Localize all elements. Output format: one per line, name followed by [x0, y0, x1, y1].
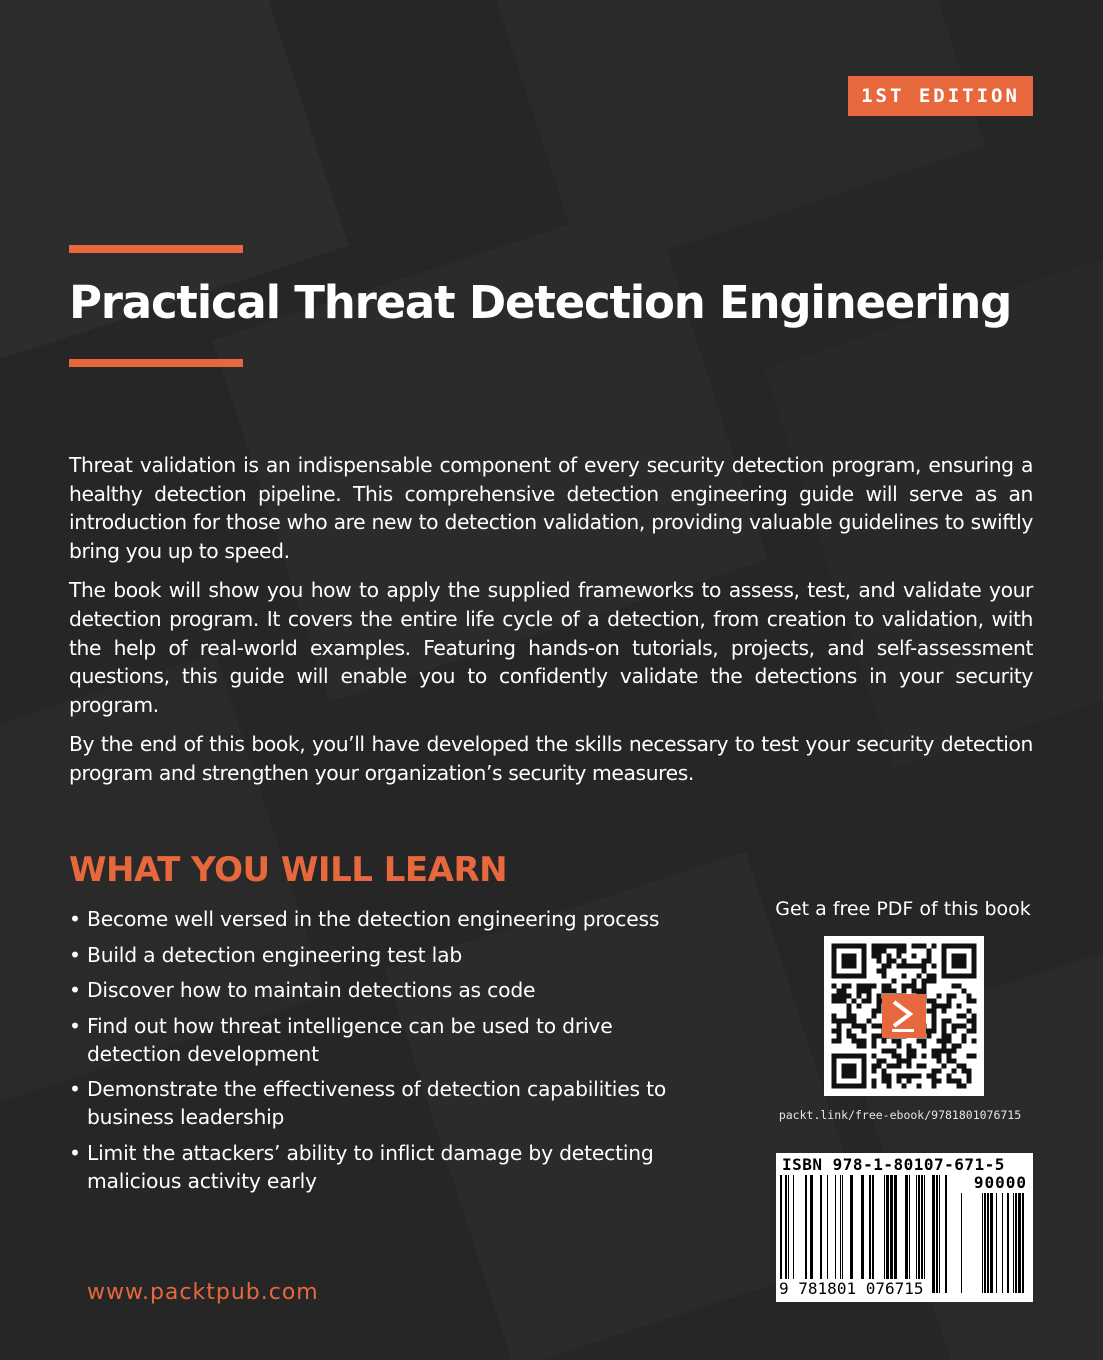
bullet-icon: • [69, 1013, 81, 1038]
learn-heading: WHAT YOU WILL LEARN [69, 850, 508, 890]
isbn-barcode [776, 1153, 1033, 1302]
isbn-number: ISBN 978-1-80107-671-5 [782, 1155, 1005, 1174]
learn-list [69, 905, 689, 1202]
price-code: 90000 [973, 1173, 1027, 1192]
edition-badge: 1ST EDITION [848, 76, 1033, 116]
qr-code-graphic [824, 936, 984, 1096]
learn-item-text: Build a detection engineering test lab [87, 942, 462, 967]
learn-item [69, 976, 689, 1004]
bullet-icon: • [69, 907, 81, 931]
qr-finder-pattern [942, 944, 977, 979]
qr-code[interactable] [824, 936, 984, 1096]
title-rule-top [69, 245, 243, 253]
book-description [69, 451, 1033, 799]
barcode-digit-lead: 9 [779, 1279, 789, 1298]
learn-item-text: Limit the attackers’ ability to inflict damage by detecting malicious activity early [87, 1140, 654, 1193]
qr-finder-pattern [832, 944, 867, 979]
bullet-icon: • [69, 1077, 81, 1101]
qr-finder-pattern [832, 1054, 867, 1089]
bullet-icon: • [69, 978, 81, 1002]
learn-item-text: Become well versed in the detection engineering process [87, 907, 660, 931]
learn-item-text: Find out how threat intelligence can be used to drive detection development [87, 1013, 613, 1066]
free-pdf-label: Get a free PDF of this book [775, 898, 1031, 920]
barcode-digit-group: 781801 [798, 1279, 857, 1298]
learn-item-text: Demonstrate the effectiveness of detection capabilities to business leadership [87, 1077, 667, 1129]
free-ebook-link[interactable]: packt.link/free-ebook/9781801076715 [778, 1108, 1022, 1122]
learn-item [69, 1075, 689, 1131]
barcode-digits [778, 1279, 925, 1298]
description-paragraph: The book will show you how to apply the supplied frameworks to assess, test, and validate your detection program. It covers the entire life cycle of a detection, from creation to validation, with the help of real-world examples. Featuring hands-on tutorials, projects, and self-assessment questions, this guide will enable you to confidently validate the detections in your security program. [69, 578, 1033, 717]
title-rule-bottom [69, 359, 243, 367]
bullet-icon: • [69, 942, 81, 967]
learn-item [69, 1139, 689, 1195]
learn-item [69, 1012, 689, 1068]
bullet-icon: • [69, 1140, 81, 1165]
learn-item-text: Discover how to maintain detections as code [87, 978, 536, 1002]
learn-item [69, 941, 689, 969]
publisher-website-link[interactable]: www.packtpub.com [87, 1280, 319, 1305]
chevron-right-icon [882, 994, 926, 1038]
book-title: Practical Threat Detection Engineering [69, 276, 1012, 329]
description-paragraph: By the end of this book, you’ll have developed the skills necessary to test your security detection program and strengthen your organization’s security measures. [69, 732, 1033, 785]
learn-item [69, 905, 689, 933]
description-paragraph: Threat validation is an indispensable component of every security detection program, ensuring a healthy detection pipeline. This comprehensive detection engineering guide will serve as an introduction for those who are new to detection validation, providing valuable guidelines to swiftly bring you up to speed. [69, 453, 1033, 563]
barcode-digit-group: 076715 [865, 1279, 924, 1298]
